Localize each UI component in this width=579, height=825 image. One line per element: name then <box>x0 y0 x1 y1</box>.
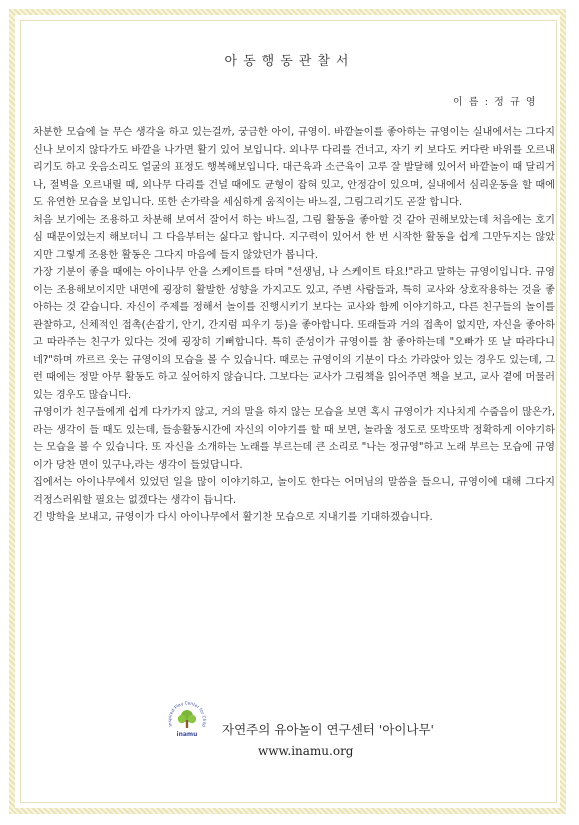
paragraph-5: 집에서는 아이나무에서 있었던 일을 많이 이야기하고, 놀이도 한다는 어머님의 말씀을 들으니, 규영이에 대해 그다지 걱정스러워할 필요는 없겠다는 생각이 듭니다. <box>33 477 555 506</box>
paragraph-4: 규영이가 친구들에게 쉽게 다가가지 않고, 거의 말을 하지 않는 모습을 보면 혹시 규영이가 지나치게 수줍음이 많은가, 라는 생각이 들 때도 있는데, 들송활동시간에 자신의 이야기를 할 때 보면, 놀라울 정도로 또박또박 정확하게 이야기하는 모습을 볼 수 있습니다. 또 자신을 소개하는 노래를 부르는데 큰 소리로 "나는 정규영"하고 노래 부르는 모습에 규영이가 당찬 면이 있구나,라는 생각이 들었답니다. <box>33 407 555 471</box>
document-title: 아동행동관찰서 <box>224 54 355 69</box>
observation-body <box>33 124 555 527</box>
organization-url[interactable]: www.inamu.org <box>258 744 354 758</box>
organization-name: 자연주의 유아놀이 연구센터 '아이나무' <box>222 722 434 737</box>
paragraph-1: 차분한 모습에 늘 무슨 생각을 하고 있는걸까, 궁금한 아이, 규영이. 바깥놀이를 좋아하는 규영이는 실내에서는 그다지 신나 보이지 않다가도 바깥을 나가면 활기 있어 보입니다. 외나무 다리를 건너고, 자기 키 보다도 커다란 바위를 오르내리기도 하고 웃음소리도 얼굴의 표정도 행복해보입니다. 대근육과 소근육이 고루 잘 발달해 있어서 바깥놀이 때 달리거나, 절벽을 오르내릴 때, 외나무 다리를 건널 때에도 균형이 잡혀 있고, 안정감이 있으며, 실내에서 심리운동을 할 때에도 유연한 모습을 보입니다. 또한 손가락을 세심하게 움직이는 바느질, 그림그리기도 곧잘 합니다. <box>33 127 555 208</box>
inamu-logo <box>165 696 209 740</box>
child-name-line: 이 름 : 정 규 영 <box>452 97 537 108</box>
paragraph-2: 처음 보기에는 조용하고 차분해 보여서 잘어서 하는 바느질, 그림 활동을 좋아할 것 같아 권해보았는데 처음에는 호기심 때문이었는지 해보더니 그 다음부터는 싫다고 합니다. 지구력이 있어서 한 번 시작한 활동을 쉽게 그만두지는 않았지만 그렇게 조용한 활동은 그다지 마음에 들지 않았던가 봅니다. <box>33 214 555 261</box>
paragraph-3: 가장 기분이 좋을 때에는 아이나무 안을 스케이트를 타며 "선생님, 나 스케이트 타요!"라고 말하는 규영이입니다. 규영이는 조용해보이지만 내면에 굉장히 활발한 성향을 가지고도 있고, 주변 사람들과, 특히 교사와 상호작용하는 것을 좋아하는 것 같습니다. 자신이 주제를 정해서 놀이를 진행시키기 보다는 교사와 함께 이야기하고, 다른 친구들의 놀이를 관찰하고, 신체적인 접촉(손잡기, 안기, 간지럼 피우기 등)을 좋아합니다. 또래들과 거의 접촉이 없지만, 자신을 좋아하고 따라주는 친구가 있다는 것에 굉장히 기뻐합니다. 특히 준성이가 규영이를 참 좋아하는데 "오빠가 또 날 따라다니네?"하며 까르르 웃는 규영이의 모습을 볼 수 있습니다. 때로는 규영이의 기분이 다소 가라앉아 있는 경우도 있는데, 그런 때에는 정말 아무 활동도 하고 싶어하지 않습니다. 그보다는 교사가 그림책을 읽어주면 책을 보고, 교사 곁에 머물러 있는 경우도 많습니다. <box>33 267 555 401</box>
logo-label: inamu <box>176 731 198 738</box>
logo-arc-text: Inspired Play Center for Child <box>166 700 208 728</box>
paragraph-6: 긴 방학을 보내고, 규영이가 다시 아이나무에서 활기찬 모습으로 지내기를 기대하겠습니다. <box>33 512 433 523</box>
